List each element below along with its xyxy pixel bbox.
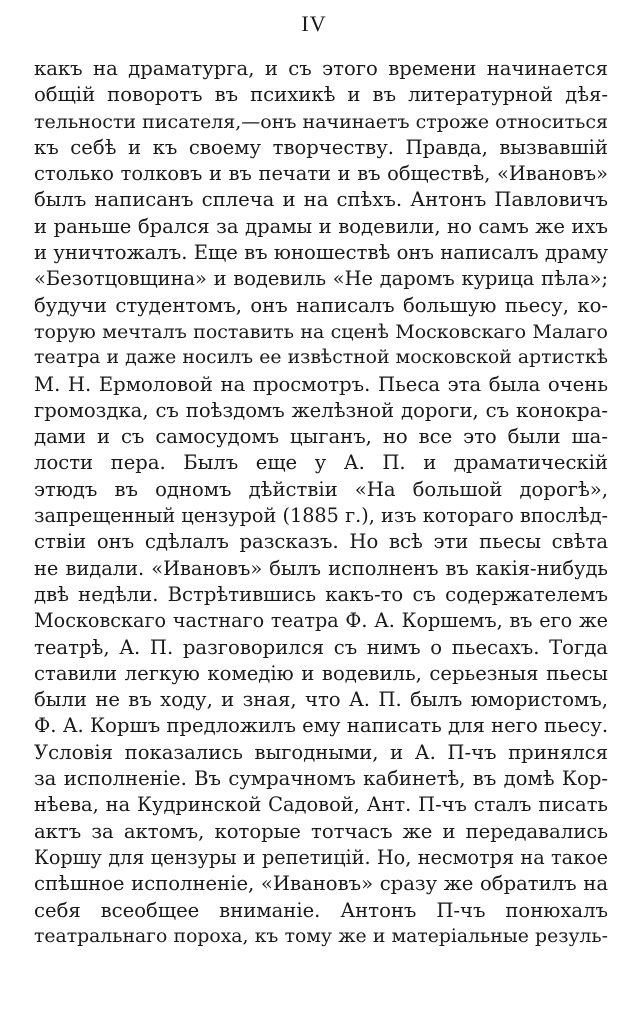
- text-line: ставили легкую комедію и водевиль, серьезныя пьесы: [34, 661, 608, 685]
- text-line: театрѣ, А. П. разговорился съ нимъ о пьесахъ. Тогда: [34, 635, 608, 659]
- text-line: ствіи онъ сдѣлалъ разсказъ. Но всѣ эти пьесы свѣта: [34, 530, 608, 554]
- text-line: «Безотцовщина» и водевиль «Не даромъ курица пѣла»;: [34, 267, 608, 291]
- text-line: громоздка, съ поѣздомъ желѣзной дороги, съ конокра-: [34, 398, 608, 422]
- page-number: IV: [301, 11, 327, 36]
- text-line: театральнаго пороха, къ тому же и матеріальные резуль-: [34, 925, 608, 947]
- text-line: за исполненіе. Въ сумрачномъ кабинетѣ, въ домѣ Кор-: [34, 767, 608, 791]
- text-line: общій поворотъ въ психикѣ и въ литературной дѣя-: [34, 83, 608, 107]
- text-line: былъ написанъ сплеча и на спѣхъ. Антонъ Павловичъ: [34, 188, 608, 212]
- text-line: актъ за актомъ, которые тотчасъ же и передавались: [34, 819, 608, 843]
- text-line: не видали. «Ивановъ» былъ исполненъ въ какія-нибудь: [34, 556, 608, 580]
- text-line: будучи студентомъ, онъ написалъ большую пьесу, ко-: [34, 293, 608, 317]
- text-line: лости пера. Былъ еще у А. П. и драматическій: [34, 451, 608, 475]
- text-line: Московскаго частнаго театра Ф. А. Коршемъ, въ его же: [34, 609, 608, 633]
- text-line: М. Н. Ермоловой на просмотръ. Пьеса эта была очень: [34, 372, 608, 396]
- text-line: къ себѣ и къ своему творчеству. Правда, вызвавшій: [34, 135, 608, 159]
- text-line: спѣшное исполненіе, «Ивановъ» сразу же обратилъ на: [34, 872, 608, 896]
- text-line: запрещенный цензурой (1885 г.), изъ котораго впослѣд-: [34, 504, 608, 528]
- text-line: Коршу для цензуры и репетицій. Но, несмотря на такое: [34, 845, 608, 869]
- text-line: дами и съ самосудомъ цыганъ, но все это были ша-: [34, 425, 608, 449]
- text-line: тельности писателя,—онъ начинаетъ строже относиться: [34, 110, 608, 133]
- text-line: и уничтожалъ. Еще въ юношествѣ онъ написалъ драму: [34, 241, 608, 265]
- text-line: двѣ недѣли. Встрѣтившись какъ-то съ содержателемъ: [34, 582, 608, 606]
- text-line: какъ на драматурга, и съ этого времени начинается: [34, 57, 608, 80]
- text-line: Условія показались выгодными, и А. П-чъ принялся: [34, 740, 608, 764]
- text-line: нѣева, на Кудринской Садовой, Ант. П-чъ сталъ писать: [34, 793, 608, 817]
- text-line: столько толковъ и въ печати и въ обществѣ, «Ивановъ»: [34, 162, 608, 186]
- text-line: себя всеобщее вниманіе. Антонъ П-чъ понюхалъ: [34, 898, 608, 922]
- text-line: были не въ ходу, и зная, что А. П. былъ юмористомъ,: [34, 688, 608, 712]
- text-line: Ф. А. Коршъ предложилъ ему написать для него пьесу.: [34, 714, 608, 738]
- text-line: театра и даже носилъ ее извѣстной московской артисткѣ: [34, 347, 608, 369]
- text-line: торую мечталъ поставить на сценѣ Московскаго Малаго: [34, 320, 608, 343]
- body-text: [34, 56, 608, 950]
- text-line: этюдъ въ одномъ дѣйствіи «На большой дорогѣ»,: [34, 477, 608, 501]
- text-line: и раньше брался за драмы и водевили, но самъ же ихъ: [34, 214, 608, 238]
